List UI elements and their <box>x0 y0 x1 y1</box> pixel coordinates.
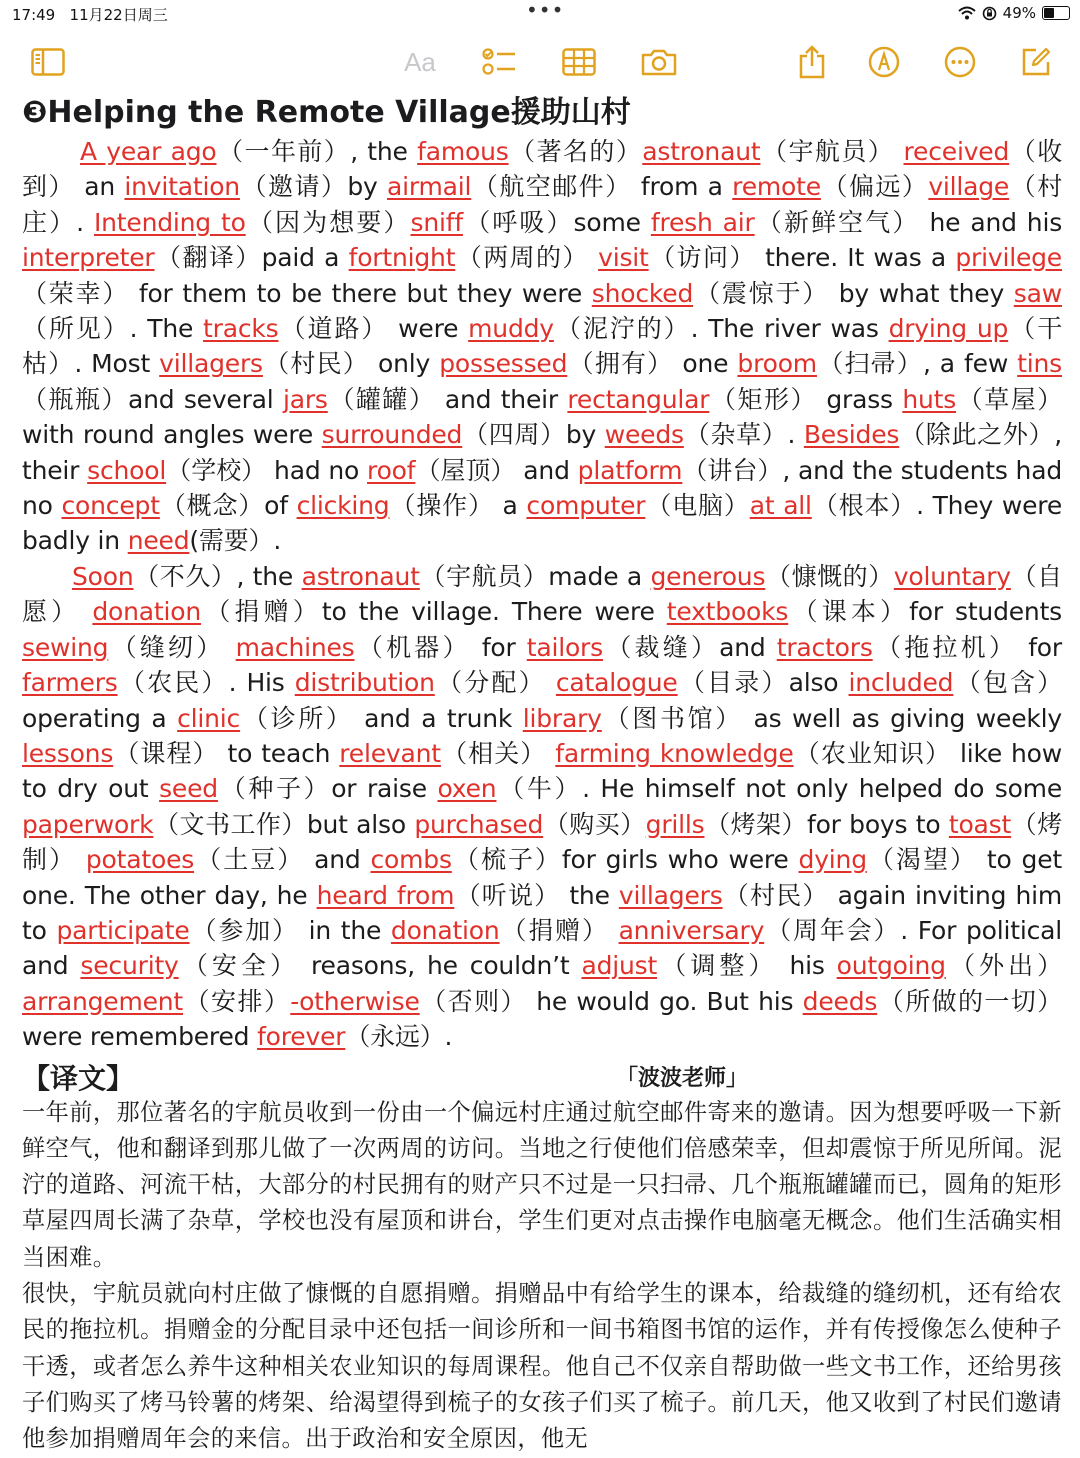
text-run: （所做的一切） were remembered <box>22 986 1062 1052</box>
text-run: （两周的） <box>455 243 599 273</box>
text-run: （诊所） and a trunk <box>240 703 523 733</box>
vocab-word: tractors <box>776 632 873 662</box>
text-run: （宇航员）made a <box>419 561 651 591</box>
vocab-word: sniff <box>410 207 463 237</box>
vocab-word: fresh air <box>650 207 755 237</box>
vocab-word: seed <box>159 774 218 804</box>
markup-icon[interactable] <box>866 40 902 84</box>
vocab-word: deeds <box>802 986 878 1016</box>
vocab-word: -otherwise <box>290 986 420 1016</box>
vocab-word: heard from <box>316 880 455 910</box>
vocab-word: privilege <box>955 243 1062 273</box>
vocab-word: clinic <box>177 703 241 733</box>
english-paragraph-1 <box>22 134 1062 559</box>
text-run: （新鲜空气） he and his <box>754 207 1063 237</box>
compose-icon[interactable] <box>1018 40 1054 84</box>
vocab-word: visit <box>598 243 649 273</box>
multitask-dots-icon[interactable]: ••• <box>526 0 565 22</box>
text-run: （拥有） one <box>567 349 738 379</box>
checklist-icon[interactable] <box>480 40 518 84</box>
vocab-word: drying up <box>888 314 1009 344</box>
vocab-word: interpreter <box>22 243 155 273</box>
vocab-word: astronaut <box>642 137 761 166</box>
vocab-word: purchased <box>414 809 544 839</box>
vocab-word: grills <box>645 809 705 839</box>
text-run: （课程） to teach <box>113 738 340 768</box>
text-run: （泥泞的）. The river was <box>553 314 889 344</box>
text-run: （拖拉机） for <box>872 632 1062 662</box>
text-run: （安全） reasons, he couldn’t <box>178 951 582 981</box>
text-run: （土豆） and <box>194 845 371 875</box>
text-run: （操作） a <box>389 491 527 521</box>
text-run: （一年前）, the <box>216 137 418 166</box>
text-run: （梳子）for girls who were <box>451 845 799 875</box>
vocab-word: forever <box>257 1022 346 1052</box>
status-date: 11月22日周三 <box>69 6 168 24</box>
text-run: （村民） only <box>262 349 440 379</box>
text-run: （周年会）. For political and <box>22 915 1063 981</box>
text-run: （捐赠） <box>499 915 619 945</box>
vocab-word: donation <box>390 915 500 945</box>
vocab-word: security <box>80 951 179 981</box>
text-run: （目录）also <box>677 668 849 698</box>
vocab-word: dying <box>798 845 867 875</box>
text-run: （著名的） <box>508 137 643 166</box>
text-run: （宇航员） <box>760 137 904 166</box>
text-run: （四周）by <box>462 420 605 450</box>
vocab-word: toast <box>948 809 1012 839</box>
text-run: （概念）of <box>159 491 297 521</box>
vocab-word: A year ago <box>80 137 217 166</box>
table-icon[interactable] <box>560 40 598 84</box>
text-run: （农民）. His <box>117 668 295 698</box>
status-bar <box>0 0 1080 28</box>
text-run: （捐赠）to the village. There were <box>201 597 667 627</box>
text-run: （偏远） <box>820 172 929 202</box>
battery-icon <box>1042 6 1070 20</box>
vocab-word: jars <box>282 384 328 414</box>
english-paragraph-2 <box>22 559 1062 1055</box>
text-run: （矩形） grass <box>709 384 903 414</box>
vocab-word: astronaut <box>301 561 420 591</box>
chinese-paragraph-1: 一年前，那位著名的宇航员收到一份由一个偏远村庄通过航空邮件寄来的邀请。因为想要呼吸一下新鲜空气，他和翻译到那儿做了一次两周的访问。当地之行使他们倍感荣幸，但却震惊于所见所闻。泥泞的道路、河流干枯，大部分的村民拥有的财产只不过是一只扫帚、几个瓶瓶罐罐而已，圆角的矩形草屋四周长满了杂草，学校也没有屋顶和讲台，学生们更对点击操作电脑毫无概念。他们生活确实相当困难。 <box>22 1098 1062 1271</box>
vocab-word: villagers <box>618 880 723 910</box>
text-run: （裁缝）and <box>602 632 777 662</box>
text-run: （课本）for students <box>788 597 1062 627</box>
vocab-word: textbooks <box>666 597 789 627</box>
text-run: （村庄）. <box>22 172 1062 237</box>
text-run: （否则） he would go. But his <box>419 986 803 1016</box>
text-run: （自愿） <box>22 561 1062 627</box>
text-run: （缝纫） <box>108 632 236 662</box>
text-run: （除此之外）, their <box>22 420 1062 485</box>
text-run: （机器） for <box>354 632 527 662</box>
text-run: （收到） an <box>22 137 1062 202</box>
wifi-icon <box>958 6 976 20</box>
camera-icon[interactable] <box>640 40 678 84</box>
text-run: （分配） <box>434 668 556 698</box>
text-run: （翻译）paid a <box>154 243 349 273</box>
text-run: （荣幸） for them to be there but they were <box>22 278 592 308</box>
vocab-word: roof <box>367 455 416 485</box>
vocab-word: catalogue <box>555 668 678 698</box>
text-run: （农业知识） like how to dry out <box>22 738 1063 804</box>
text-run: (需要）. <box>189 526 282 556</box>
vocab-word: farmers <box>22 668 118 698</box>
vocab-word: at all <box>749 491 812 521</box>
vocab-word: computer <box>526 491 646 521</box>
vocab-word: huts <box>902 384 957 414</box>
vocab-word: tins <box>1017 349 1062 379</box>
sidebar-icon[interactable] <box>28 40 68 84</box>
text-run: （干枯）. Most <box>22 314 1062 379</box>
vocab-word: concept <box>61 491 160 521</box>
text-run: （电脑） <box>645 491 750 521</box>
text-run: （邀请）by <box>239 172 387 202</box>
vocab-word: paperwork <box>22 809 154 839</box>
vocab-word: muddy <box>468 314 554 344</box>
vocab-word: outgoing <box>836 951 946 981</box>
status-time: 17:49 11月22日周三 <box>12 6 168 24</box>
text-run: （听说） the <box>454 880 619 910</box>
text-run: （慷慨的） <box>765 561 894 591</box>
text-run: （村民） again inviting him to <box>22 880 1062 945</box>
vocab-word: included <box>848 668 954 698</box>
text-run: （讲台）, and the students had no <box>22 455 1062 521</box>
vocab-word: remote <box>732 172 821 202</box>
vocab-word: airmail <box>386 172 472 202</box>
vocab-word: village <box>928 172 1010 202</box>
vocab-word: anniversary <box>618 915 765 945</box>
note-title: ❸Helping the Remote Village援助山村 <box>22 95 631 130</box>
text-run: （震惊于） by what they <box>693 278 1014 308</box>
text-run: （文书工作）but also <box>153 809 415 839</box>
vocab-word: need <box>127 526 190 556</box>
text-run: （杂草）. <box>683 420 804 450</box>
vocab-word: voluntary <box>893 561 1011 591</box>
english-paragraph-1-text <box>22 137 1062 555</box>
text-run: （烤制） <box>22 809 1063 875</box>
translation-label: 【译文】 <box>22 1061 135 1095</box>
text-run: （调整） his <box>657 951 837 981</box>
vocab-word: Besides <box>803 420 900 450</box>
text-run: （图书馆） as well as giving weekly <box>601 703 1062 733</box>
text-run: （访问） there. It was a <box>648 243 956 273</box>
battery-percent: 49% <box>1002 4 1036 22</box>
text-run: （草屋） with round angles were <box>22 384 1062 450</box>
vocab-word: participate <box>56 915 190 945</box>
text-run: （所见）. The <box>22 314 204 344</box>
vocab-word: tracks <box>203 314 279 344</box>
text-run: （牛）. He himself not only helped do some <box>496 774 1062 804</box>
vocab-word: generous <box>650 561 766 591</box>
more-icon[interactable] <box>942 40 978 84</box>
vocab-word: lessons <box>22 738 114 768</box>
text-run: （购买） <box>543 809 646 839</box>
vocab-word: relevant <box>339 738 441 768</box>
vocab-word: school <box>87 455 167 485</box>
vocab-word: donation <box>92 597 201 627</box>
text-format-icon[interactable]: Aa <box>404 46 436 77</box>
text-run: （永远）. <box>345 1022 453 1052</box>
vocab-word: Soon <box>72 561 134 591</box>
translation-header <box>22 1055 1062 1095</box>
text-run: （外出） <box>945 951 1062 981</box>
text-run: （呼吸）some <box>462 207 651 237</box>
vocab-word: tailors <box>526 632 603 662</box>
vocab-word: shocked <box>591 278 694 308</box>
vocab-word: farming knowledge <box>555 738 794 768</box>
chinese-paragraph-2: 很快，宇航员就向村庄做了慷慨的自愿捐赠。捐赠品中有给学生的课本，给裁缝的缝纫机，还有给农民的拖拉机。捐赠金的分配目录中还包括一间诊所和一间书箱图书馆的运作，并有传授像怎么使种子干透，或者怎么养牛这种相关农业知识的每周课程。他自己不仅亲自帮助做一些文书工作，还给男孩子们购买了烤马铃薯的烤架、给渴望得到梳子的女孩子们买了梳子。前几天，他又收到了村民们邀请他参加捐赠周年会的来信。出于政治和安全原因，他无 <box>22 1280 1062 1453</box>
text-run: （因为想要） <box>245 207 411 237</box>
english-paragraph-2-text <box>22 562 1062 1051</box>
vocab-word: platform <box>577 455 683 485</box>
vocab-word: sewing <box>22 632 109 662</box>
vocab-word: villagers <box>159 349 263 379</box>
vocab-word: rectangular <box>567 384 710 414</box>
vocab-word: invitation <box>124 172 240 202</box>
text-run: （包含） operating a <box>22 668 1062 733</box>
vocab-word: received <box>903 137 1010 166</box>
text-run: （扫帚）, a few <box>816 349 1018 379</box>
author-tag: 「波波老师」 <box>616 1065 749 1091</box>
battery-fill <box>1044 8 1054 18</box>
vocab-word: combs <box>370 845 452 875</box>
text-run: （烤架）for boys to <box>704 809 949 839</box>
text-run: （不久）, the <box>133 561 302 591</box>
text-run: （屋顶） and <box>415 455 578 485</box>
vocab-word: arrangement <box>22 986 184 1016</box>
text-run: （根本）. They were badly in <box>22 491 1062 556</box>
vocab-word: adjust <box>581 951 658 981</box>
vocab-word: broom <box>737 349 817 379</box>
text-run: （道路） were <box>278 314 469 344</box>
text-run: （相关） <box>440 738 556 768</box>
text-run: （参加） in the <box>189 915 391 945</box>
vocab-word: possessed <box>439 349 568 379</box>
vocab-word: potatoes <box>85 845 195 875</box>
vocab-word: fortnight <box>348 243 456 273</box>
vocab-word: famous <box>417 137 509 166</box>
note-body[interactable] <box>22 92 1062 1458</box>
vocab-word: machines <box>235 632 355 662</box>
vocab-word: library <box>522 703 602 733</box>
vocab-word: clicking <box>296 491 390 521</box>
text-run: （瓶瓶）and several <box>22 384 283 414</box>
status-right <box>958 4 1070 22</box>
text-run: （渴望） to get one. The other day, he <box>22 845 1062 910</box>
vocab-word: oxen <box>437 774 497 804</box>
notes-toolbar <box>0 40 1080 84</box>
share-icon[interactable] <box>796 40 828 84</box>
orientation-lock-icon <box>982 6 997 21</box>
text-run: （安排） <box>183 986 291 1016</box>
vocab-word: surrounded <box>321 420 463 450</box>
text-run: （罐罐） and their <box>327 384 568 414</box>
vocab-word: distribution <box>294 668 435 698</box>
text-run: （学校） had no <box>166 455 368 485</box>
vocab-word: Intending to <box>93 207 246 237</box>
vocab-word: saw <box>1013 278 1062 308</box>
vocab-word: weeds <box>604 420 684 450</box>
text-run: （航空邮件） from a <box>471 172 733 202</box>
text-run: （种子）or raise <box>217 774 438 804</box>
